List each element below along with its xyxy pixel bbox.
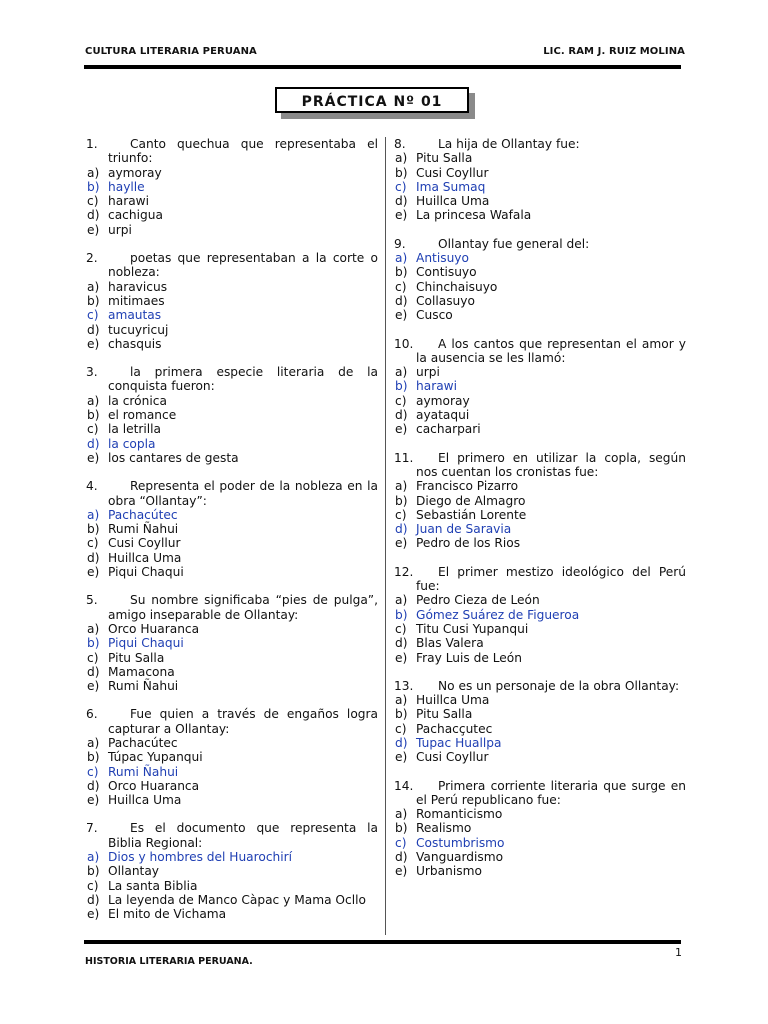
option-text: Mamacona [108, 664, 175, 679]
question-stem [394, 337, 686, 366]
answer-option [394, 494, 686, 508]
option-text: Pedro de los Rios [416, 536, 521, 551]
question-number: 11. [394, 450, 414, 465]
question-text: Ollantay fue general del: [438, 236, 590, 251]
question-item [86, 365, 378, 465]
option-text: urpi [108, 222, 132, 237]
question-item [394, 779, 686, 879]
question-stem [394, 137, 686, 151]
option-letter: c) [87, 878, 99, 893]
option-text: Antisuyo [416, 251, 469, 266]
answer-option [394, 280, 686, 294]
option-letter: d) [87, 436, 100, 451]
answer-option [86, 337, 378, 351]
option-letter: e) [395, 422, 408, 437]
option-text: Chinchaisuyo [416, 279, 498, 294]
option-letter: b) [87, 636, 100, 651]
answer-option [394, 722, 686, 736]
footer-title: HISTORIA LITERARIA PERUANA. [85, 956, 253, 967]
question-text: la primera especie literaria de la conquista fueron: [108, 365, 378, 394]
option-letter: a) [87, 165, 100, 180]
answer-option [86, 793, 378, 807]
option-letter: e) [395, 308, 408, 323]
option-text: Piqui Chaqui [108, 636, 184, 651]
answer-option [394, 508, 686, 522]
option-letter: d) [395, 408, 408, 423]
option-letter: e) [87, 793, 100, 808]
option-text: Costumbrismo [416, 835, 505, 850]
option-letter: d) [395, 194, 408, 209]
option-text: cachigua [108, 208, 163, 223]
option-letter: b) [87, 293, 100, 308]
option-text: haylle [108, 179, 145, 194]
question-item [86, 137, 378, 237]
option-text: aymoray [416, 393, 470, 408]
header-left-title: CULTURA LITERARIA PERUANA [85, 46, 257, 57]
answer-option [394, 707, 686, 721]
option-text: Huillca Uma [416, 194, 490, 209]
answer-option [86, 736, 378, 750]
question-item [86, 707, 378, 807]
option-text: El mito de Vichama [108, 907, 227, 922]
option-letter: e) [395, 650, 408, 665]
option-text: mitimaes [108, 293, 165, 308]
answer-option [394, 166, 686, 180]
option-letter: b) [87, 750, 100, 765]
answer-option [394, 536, 686, 550]
answer-option [86, 565, 378, 579]
question-stem [86, 251, 378, 280]
option-text: Pedro Cieza de León [416, 593, 540, 608]
answer-option [394, 408, 686, 422]
answer-option [86, 394, 378, 408]
question-text: Es el documento que representa la Biblia Regional: [108, 821, 378, 850]
option-letter: e) [395, 536, 408, 551]
page-number: 1 [675, 946, 682, 959]
answer-option [394, 208, 686, 222]
answer-option-correct [394, 522, 686, 536]
option-letter: e) [395, 864, 408, 879]
option-letter: b) [87, 522, 100, 537]
question-item [86, 251, 378, 351]
answer-option [394, 693, 686, 707]
answer-option [86, 451, 378, 465]
question-item [394, 137, 686, 223]
answer-option [86, 665, 378, 679]
option-text: Diego de Almagro [416, 493, 526, 508]
option-text: Sebastián Lorente [416, 507, 527, 522]
option-text: Dios y hombres del Huarochirí [108, 850, 293, 865]
option-text: Pachacútec [108, 735, 178, 750]
option-letter: a) [395, 593, 408, 608]
question-text: A los cantos que representan el amor y la ausencia se les llamó: [416, 336, 686, 365]
option-letter: d) [395, 293, 408, 308]
answer-option-correct [394, 251, 686, 265]
question-number: 3. [86, 365, 98, 380]
answer-option-correct [86, 308, 378, 322]
option-letter: d) [395, 522, 408, 537]
question-text: Representa el poder de la nobleza en la obra “Ollantay”: [108, 479, 378, 508]
question-number: 6. [86, 707, 98, 722]
option-text: Cusi Coyllur [416, 750, 489, 765]
question-text: Canto quechua que representaba el triunfo: [108, 137, 378, 166]
option-text: Collasuyo [416, 293, 475, 308]
answer-option [86, 679, 378, 693]
option-text: Gómez Suárez de Figueroa [416, 607, 580, 622]
header-author: LIC. RAM J. RUIZ MOLINA [543, 46, 685, 57]
question-stem [394, 237, 686, 251]
answer-option-correct [86, 765, 378, 779]
option-text: Vanguardismo [416, 850, 504, 865]
answer-option [86, 750, 378, 764]
question-stem [394, 679, 686, 693]
answer-option-correct [394, 608, 686, 622]
option-letter: b) [395, 707, 408, 722]
question-item [394, 451, 686, 551]
option-letter: d) [87, 892, 100, 907]
option-letter: c) [395, 507, 407, 522]
answer-option-correct [394, 379, 686, 393]
option-letter: a) [395, 151, 408, 166]
practice-title-box [275, 87, 469, 113]
question-text: Su nombre significaba “pies de pulga”, amigo inseparable de Ollantay: [108, 593, 378, 622]
option-letter: c) [87, 650, 99, 665]
option-letter: a) [395, 693, 408, 708]
answer-option [394, 151, 686, 165]
option-text: Cusi Coyllur [108, 536, 181, 551]
answer-option [86, 879, 378, 893]
answer-option [86, 779, 378, 793]
answer-option [86, 893, 378, 907]
option-text: la letrilla [108, 422, 162, 437]
option-letter: d) [395, 850, 408, 865]
option-text: haravicus [108, 279, 168, 294]
option-text: Cusi Coyllur [416, 165, 489, 180]
option-letter: d) [87, 778, 100, 793]
header-rule [84, 65, 681, 69]
option-text: Orco Huaranca [108, 778, 200, 793]
option-letter: e) [395, 208, 408, 223]
option-letter: b) [395, 265, 408, 280]
option-text: la copla [108, 436, 156, 451]
question-number: 10. [394, 336, 414, 351]
question-text: El primero en utilizar la copla, según nos cuentan los cronistas fue: [416, 450, 686, 479]
option-letter: a) [87, 621, 100, 636]
answer-option [86, 208, 378, 222]
answer-option [394, 636, 686, 650]
option-letter: c) [87, 422, 99, 437]
option-text: Fray Luis de León [416, 650, 522, 665]
answer-option [394, 807, 686, 821]
question-stem [394, 565, 686, 594]
option-text: tucuyricuj [108, 322, 169, 337]
answer-option [394, 308, 686, 322]
answer-option [86, 522, 378, 536]
option-letter: d) [87, 550, 100, 565]
answer-option-correct [86, 850, 378, 864]
answer-option-correct [86, 636, 378, 650]
option-letter: c) [395, 835, 407, 850]
option-text: Pachacçutec [416, 721, 493, 736]
option-letter: b) [87, 179, 100, 194]
answer-option [394, 294, 686, 308]
option-text: chasquis [108, 336, 162, 351]
answer-option [86, 408, 378, 422]
option-text: amautas [108, 308, 162, 323]
question-number: 12. [394, 564, 414, 579]
option-letter: e) [87, 679, 100, 694]
answer-option-correct [394, 736, 686, 750]
answer-option [86, 323, 378, 337]
questions-right-column [394, 137, 686, 893]
option-letter: e) [395, 750, 408, 765]
option-text: Cusco [416, 308, 453, 323]
option-letter: d) [87, 322, 100, 337]
option-letter: a) [87, 507, 100, 522]
question-text: La hija de Ollantay fue: [438, 137, 580, 151]
option-letter: d) [395, 735, 408, 750]
question-number: 2. [86, 251, 98, 266]
option-letter: b) [395, 821, 408, 836]
option-text: Túpac Yupanqui [108, 750, 203, 765]
option-letter: a) [395, 251, 408, 266]
question-number: 4. [86, 479, 98, 494]
question-text: poetas que representaban a la corte o nobleza: [108, 251, 378, 280]
option-text: Rumi Ñahui [108, 764, 179, 779]
question-stem [394, 779, 686, 808]
answer-option [394, 821, 686, 835]
option-letter: b) [395, 493, 408, 508]
option-text: Blas Valera [416, 636, 484, 651]
answer-option [394, 365, 686, 379]
option-text: Pitu Salla [108, 650, 165, 665]
question-text: Primera corriente literaria que surge en el Perú republicano fue: [416, 778, 686, 807]
option-text: Huillca Uma [108, 550, 182, 565]
option-text: Juan de Saravia [416, 522, 512, 537]
option-letter: c) [87, 194, 99, 209]
answer-option [86, 223, 378, 237]
practice-title: PRÁCTICA Nº 01 [301, 94, 443, 110]
option-letter: b) [395, 165, 408, 180]
answer-option-correct [394, 180, 686, 194]
option-text: Orco Huaranca [108, 621, 200, 636]
answer-option [394, 850, 686, 864]
footer-rule [84, 940, 681, 944]
option-letter: d) [87, 208, 100, 223]
option-text: Huillca Uma [108, 793, 182, 808]
question-item [394, 679, 686, 765]
answer-option [86, 422, 378, 436]
question-stem [86, 137, 378, 166]
option-letter: a) [87, 393, 100, 408]
question-item [394, 237, 686, 323]
option-text: cacharpari [416, 422, 481, 437]
option-letter: a) [87, 735, 100, 750]
answer-option [394, 422, 686, 436]
answer-option [394, 265, 686, 279]
answer-option [394, 194, 686, 208]
option-text: Pitu Salla [416, 151, 473, 166]
answer-option [86, 907, 378, 921]
answer-option-correct [394, 836, 686, 850]
question-text: No es un personaje de la obra Ollantay: [438, 678, 680, 693]
option-text: La princesa Wafala [416, 208, 532, 223]
option-text: Piqui Chaqui [108, 565, 184, 580]
option-letter: b) [87, 864, 100, 879]
option-letter: e) [87, 222, 100, 237]
option-text: Urbanismo [416, 864, 482, 879]
question-number: 8. [394, 137, 406, 151]
option-text: los cantares de gesta [108, 450, 239, 465]
answer-option [394, 864, 686, 878]
option-letter: e) [87, 907, 100, 922]
answer-option [394, 394, 686, 408]
answer-option [86, 651, 378, 665]
option-letter: c) [395, 279, 407, 294]
question-number: 14. [394, 778, 414, 793]
option-text: Contisuyo [416, 265, 477, 280]
question-number: 1. [86, 137, 98, 151]
answer-option [86, 864, 378, 878]
question-stem [86, 707, 378, 736]
option-text: Ollantay [108, 864, 160, 879]
option-letter: a) [395, 365, 408, 380]
answer-option [394, 593, 686, 607]
option-text: Rumi Ñahui [108, 522, 179, 537]
option-letter: e) [87, 450, 100, 465]
answer-option [86, 166, 378, 180]
answer-option [394, 750, 686, 764]
option-text: urpi [416, 365, 440, 380]
option-text: Pitu Salla [416, 707, 473, 722]
question-item [86, 821, 378, 921]
option-letter: b) [395, 607, 408, 622]
option-text: aymoray [108, 165, 162, 180]
option-text: La leyenda de Manco Càpac y Mama Ocllo [108, 892, 366, 907]
question-stem [86, 593, 378, 622]
option-letter: d) [87, 664, 100, 679]
option-letter: a) [395, 807, 408, 822]
option-letter: c) [395, 393, 407, 408]
option-letter: c) [87, 764, 99, 779]
option-text: Rumi Ñahui [108, 679, 179, 694]
option-letter: c) [395, 621, 407, 636]
option-text: Tupac Huallpa [416, 735, 502, 750]
questions-left-column [86, 137, 378, 936]
option-text: harawi [416, 379, 458, 394]
option-text: ayataqui [416, 408, 470, 423]
option-text: Romanticismo [416, 807, 503, 822]
question-item [86, 479, 378, 579]
option-letter: d) [395, 636, 408, 651]
option-letter: c) [87, 308, 99, 323]
question-stem [86, 821, 378, 850]
option-text: harawi [108, 194, 150, 209]
option-letter: b) [395, 379, 408, 394]
option-letter: c) [87, 536, 99, 551]
question-item [394, 337, 686, 437]
question-stem [86, 365, 378, 394]
option-letter: a) [87, 279, 100, 294]
option-letter: b) [87, 408, 100, 423]
option-letter: e) [87, 336, 100, 351]
option-letter: a) [87, 850, 100, 865]
answer-option [86, 294, 378, 308]
answer-option [86, 536, 378, 550]
answer-option [86, 194, 378, 208]
answer-option [394, 622, 686, 636]
answer-option [86, 622, 378, 636]
answer-option [394, 651, 686, 665]
answer-option-correct [86, 508, 378, 522]
answer-option [86, 280, 378, 294]
answer-option-correct [86, 437, 378, 451]
question-text: Fue quien a través de engaños logra capturar a Ollantay: [108, 707, 378, 736]
question-number: 13. [394, 678, 414, 693]
question-stem [394, 451, 686, 480]
question-number: 5. [86, 593, 98, 608]
option-letter: e) [87, 565, 100, 580]
option-text: Pachacútec [108, 507, 178, 522]
question-text: El primer mestizo ideológico del Perú fue: [416, 564, 686, 594]
option-text: Ima Sumaq [416, 179, 486, 194]
question-item [394, 565, 686, 665]
option-text: la crónica [108, 393, 167, 408]
option-text: el romance [108, 408, 177, 423]
answer-option [394, 479, 686, 493]
option-letter: a) [395, 479, 408, 494]
question-number: 9. [394, 236, 406, 251]
column-divider [385, 137, 386, 935]
option-text: Titu Cusi Yupanqui [416, 621, 529, 636]
option-text: Huillca Uma [416, 693, 490, 708]
option-text: Realismo [416, 821, 472, 836]
question-number: 7. [86, 821, 98, 836]
option-text: Francisco Pizarro [416, 479, 519, 494]
option-letter: c) [395, 721, 407, 736]
answer-option-correct [86, 180, 378, 194]
question-item [86, 593, 378, 693]
question-stem [86, 479, 378, 508]
answer-option [86, 551, 378, 565]
option-text: La santa Biblia [108, 878, 198, 893]
option-letter: c) [395, 179, 407, 194]
